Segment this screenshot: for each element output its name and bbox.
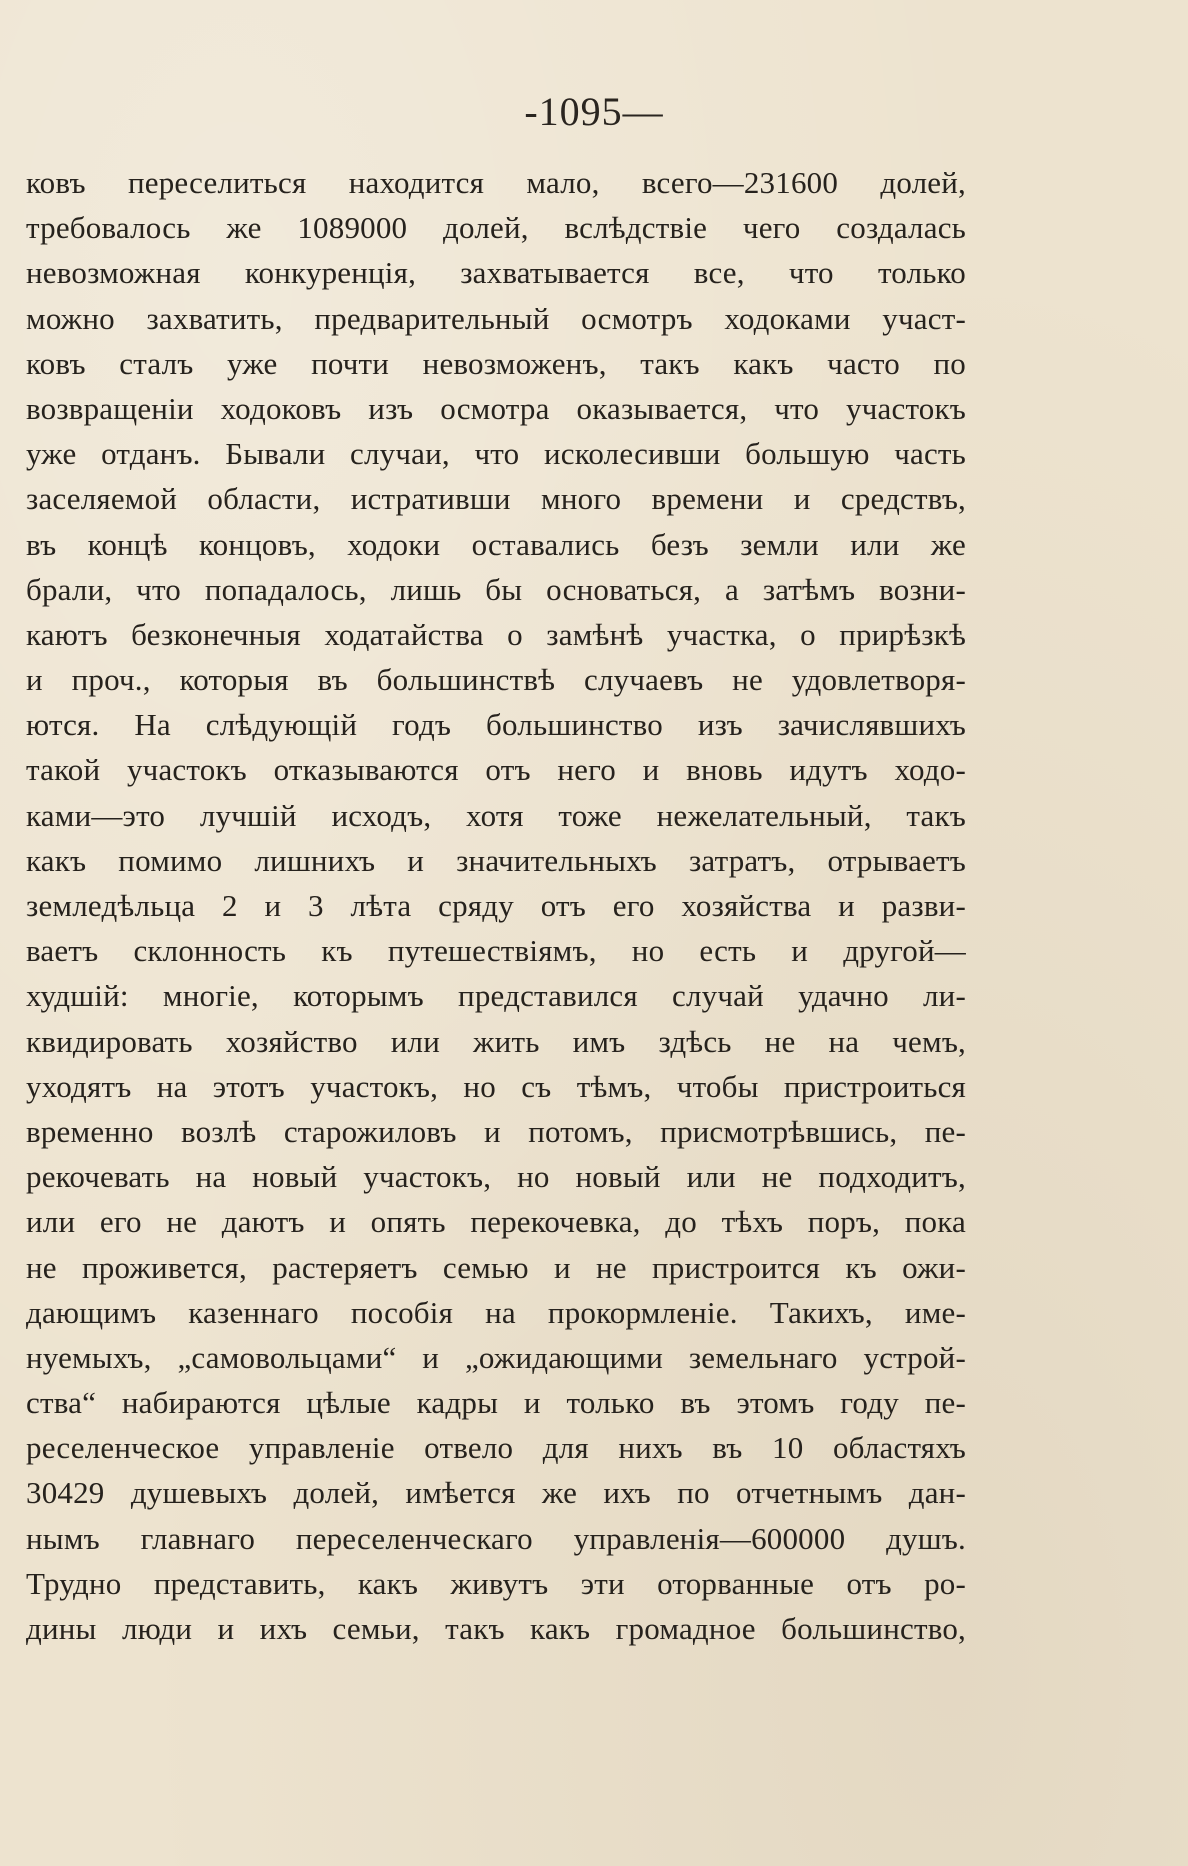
text-line: брали, что попадалось, лишь бы основаться, а затѣмъ возни- [26, 571, 966, 607]
text-line: худшій: многіе, которымъ представился случай удачно ли- [26, 978, 966, 1014]
text-line: ства“ набираются цѣлые кадры и только въ этомъ году пе- [26, 1385, 966, 1421]
text-line: возвращеніи ходоковъ изъ осмотра оказывается, что участокъ [26, 390, 966, 426]
text-line: въ концѣ концовъ, ходоки оставались безъ земли или же [26, 526, 966, 562]
text-line: заселяемой области, истративши много времени и средствъ, [26, 481, 966, 517]
text-line: можно захватить, предварительный осмотръ ходоками участ- [26, 300, 966, 336]
text-line: ковъ сталъ уже почти невозможенъ, такъ какъ часто по [26, 345, 966, 381]
text-line: рекочевать на новый участокъ, но новый или не подходитъ, [26, 1159, 966, 1195]
text-line: реселенческое управленіе отвело для нихъ въ 10 областяхъ [26, 1430, 966, 1466]
text-line: дины люди и ихъ семьи, такъ какъ громадное большинство, [26, 1611, 966, 1646]
text-line: какъ помимо лишнихъ и значительныхъ затратъ, отрываетъ [26, 842, 966, 878]
body-text [26, 160, 966, 1651]
text-line: Трудно представить, какъ живутъ эти оторванные отъ ро- [26, 1565, 966, 1601]
text-line: ются. На слѣдующій годъ большинство изъ зачислявшихъ [26, 707, 966, 743]
text-line: квидировать хозяйство или жить имъ здѣсь не на чемъ, [26, 1023, 966, 1059]
text-line: требовалось же 1089000 долей, вслѣдствіе чего создалась [26, 210, 966, 246]
text-line: земледѣльца 2 и 3 лѣта сряду отъ его хозяйства и разви- [26, 888, 966, 923]
text-line: ваетъ склонность къ путешествіямъ, но есть и другой— [26, 933, 966, 969]
text-line: нуемыхъ, „самовольцами“ и „ожидающими земельнаго устрой- [26, 1339, 966, 1375]
text-line: ковъ переселиться находится мало, всего—231600 долей, [26, 165, 966, 200]
text-line: временно возлѣ старожиловъ и потомъ, присмотрѣвшись, пе- [26, 1113, 966, 1149]
text-line: каютъ безконечныя ходатайства о замѣнѣ участка, о прирѣзкѣ [26, 616, 966, 652]
text-line: и проч., которыя въ большинствѣ случаевъ не удовлетворя- [26, 662, 966, 698]
text-line: 30429 душевыхъ долей, имѣется же ихъ по отчетнымъ дан- [26, 1475, 966, 1511]
text-line: такой участокъ отказываются отъ него и вновь идутъ ходо- [26, 752, 966, 788]
text-line: невозможная конкуренція, захватывается все, что только [26, 255, 966, 291]
text-line: дающимъ казеннаго пособія на прокормленіе. Такихъ, име- [26, 1294, 966, 1330]
text-line: не проживется, растеряетъ семью и не пристроится къ ожи- [26, 1249, 966, 1285]
text-line: нымъ главнаго переселенческаго управленія—600000 душъ. [26, 1520, 966, 1556]
text-line: уходятъ на этотъ участокъ, но съ тѣмъ, чтобы пристроиться [26, 1068, 966, 1104]
text-line: или его не даютъ и опять перекочевка, до тѣхъ поръ, пока [26, 1204, 966, 1240]
text-line: уже отданъ. Бывали случаи, что исколесивши большую часть [26, 436, 966, 472]
text-line: ками—это лучшій исходъ, хотя тоже нежелательный, такъ [26, 797, 966, 833]
page-number: -1095— [524, 89, 664, 134]
